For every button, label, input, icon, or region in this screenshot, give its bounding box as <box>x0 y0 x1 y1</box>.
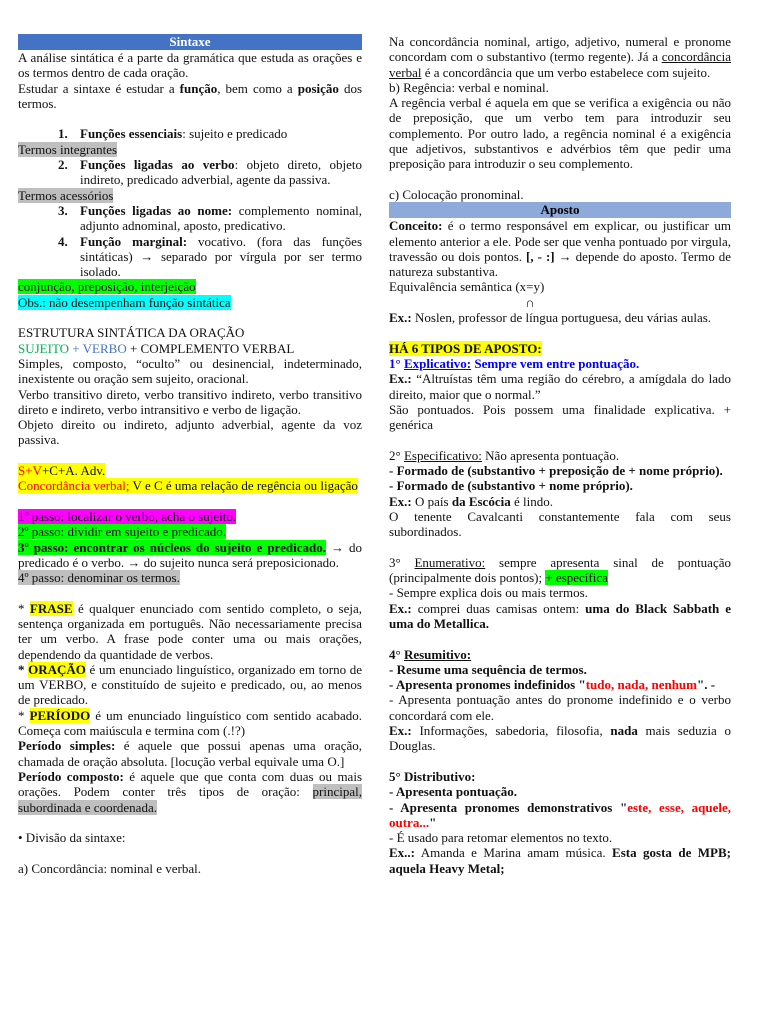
tipos-complemento: Objeto direito ou indireto, adjunto adverbial, agente da voz passiva. <box>18 417 362 448</box>
concordancia-note: Concordância verbal; V e C é uma relação de regência ou ligação <box>18 478 358 494</box>
tipo-2-example: Ex.: O país da Escócia é lindo. <box>389 493 553 509</box>
tipo-1-example: Ex.: “Altruístas têm uma região do cérebro, a amígdala do lado direito, maior que o normal.” <box>389 371 731 402</box>
tipo-2-formado-1: - Formado de (substantivo + preposição de + nome próprio). <box>389 463 723 479</box>
intro-paragraph-2: Estudar a sintaxe é estudar a função, bem como a posição dos termos. <box>18 80 362 111</box>
list-item: 1. Funções essenciais: sujeito e predicado <box>58 126 288 142</box>
regencia-heading: b) Regência: verbal e nominal. <box>389 79 549 95</box>
passo-1: 1º passo: localizar o verbo, acha o sujeito. <box>18 508 237 524</box>
divisao-sintaxe: • Divisão da sintaxe: <box>18 830 126 846</box>
tipo-5-line-1: - Apresenta pontuação. <box>389 784 517 800</box>
passo-2: 2º passo: dividir em sujeito e predicado. <box>18 524 227 540</box>
conceito-paragraph: Conceito: é o termo responsável em explicar, ou justificar um elemento anterior a ele. Pode ser que venha pontuado por virgula, travessão ou dois pontos. [, - :] → depende do aposto. Termo de natureza substantiva. <box>389 218 732 280</box>
frase-definition: * FRASE é qualquer enunciado com sentido completo, o seja, sentença organizada em português. Não necessariamente precisa ter um verbo. A frase pode conter uma ou mais orações, dependendo da quantidade de verbos. <box>18 600 363 662</box>
tipo-4-heading: 4° Resumitivo: <box>389 646 472 662</box>
tipo-5-line-3: - É usado para retomar elementos no texto. <box>389 830 613 846</box>
estrutura-formula: SUJEITO + VERBO + COMPLEMENTO VERBAL <box>18 340 295 356</box>
intro-paragraph: A análise sintática é a parte da gramática que estuda as orações e os termos dentro de cada oração. <box>18 50 362 81</box>
conjuncao-line: conjunção, preposição, interjeição <box>18 279 196 295</box>
right-column <box>389 34 731 876</box>
tipo-5-example: Ex..: Amanda e Marina amam música. Esta gosta de MPB; aquela Heavy Metal; <box>389 845 731 876</box>
tipo-1-heading: 1° Explicativo: Sempre vem entre pontuação. <box>389 355 640 371</box>
tipo-5-line-2: - Apresenta pronomes demonstrativos "este, esse, aquele, outra..." <box>389 799 731 830</box>
concordancia-paragraph: Na concordância nominal, artigo, adjetivo, numeral e pronome concordam com o substantivo (termo regente). Já a concordância verbal é a concordância que um verbo estabelece com sujeito. <box>389 34 731 80</box>
left-column <box>18 34 362 876</box>
colocacao-heading: c) Colocação pronominal. <box>389 186 524 202</box>
list-item: 4. Função marginal: vocativo. (fora das funções sintáticas) → separado por vírgula por ser termo isolado. <box>58 233 363 280</box>
tipo-3-line-2: - Sempre explica dois ou mais termos. <box>389 585 588 601</box>
tipo-2-formado-2: - Formado de (substantivo + nome próprio). <box>389 478 633 494</box>
intersection-symbol: ∩ <box>525 294 535 310</box>
aposto-example: Ex.: Noslen, professor de língua portuguesa, deu várias aulas. <box>389 310 712 326</box>
periodo-definition: * PERÍODO é um enunciado linguístico com sentido acabado. Começa com maiúscula e termina com (.!?) <box>18 707 362 739</box>
tipo-4-line-2: - Apresenta pronomes indefinidos "tudo, nada, nenhum". - <box>389 677 716 693</box>
svc-formula: S+V+C+A. Adv. <box>18 463 106 479</box>
tipo-2-heading: 2° Especificativo: Não apresenta pontuação. <box>389 447 620 463</box>
tipo-3-example: Ex.: comprei duas camisas ontem: uma do Black Sabbath e uma do Metallica. <box>389 600 731 631</box>
termos-integrantes-label: Termos integrantes <box>18 141 118 157</box>
tipo-5-heading: 5° Distributivo: <box>389 768 476 784</box>
obs-line: Obs.: não desempenham função sintática <box>18 294 231 310</box>
equivalencia-line: Equivalência semântica (x=y) <box>389 279 545 295</box>
passo-4: 4º passo: denominar os termos. <box>18 570 180 586</box>
sintaxe-title: Sintaxe <box>18 34 362 50</box>
tipos-verbo: Verbo transitivo direto, verbo transitivo indireto, verbo transitivo direto e indireto, verbo intransitivo e verbo de ligação. <box>18 386 362 417</box>
aposto-title: Aposto <box>389 202 731 218</box>
tipos-aposto-heading: HÁ 6 TIPOS DE APOSTO: <box>389 340 542 356</box>
tipo-3-heading: 3° Enumerativo: sempre apresenta sinal de pontuação (principalmente dois pontos); + específica <box>389 554 731 586</box>
termos-acessorios-label: Termos acessórios <box>18 187 114 203</box>
tipos-sujeito: Simples, composto, “oculto” ou desinencial, indeterminado, inexistente ou oração sem sujeito, oracional. <box>18 355 362 387</box>
list-item: 2. Funções ligadas ao verbo: objeto direto, objeto indireto, predicado adverbial, agente da passiva. <box>58 157 362 188</box>
oracao-definition: * ORAÇÃO é um enunciado linguístico, organizado em torno de um VERBO, e constituído de sujeito e predicado, ou, ao menos de predicado. <box>18 661 363 708</box>
tipo-4-example: Ex.: Informações, sabedoria, filosofia, nada mais seduzia o Douglas. <box>389 723 731 754</box>
tipo-1-note: São pontuados. Pois possem uma finalidade explicativa. + genérica <box>389 401 731 433</box>
periodo-simples: Período simples: é aquele que possui apenas uma oração, chamada de oração absoluta. [locução verbal equivale uma O.] <box>18 738 362 769</box>
tipo-2-example-2: O tenente Cavalcanti constantemente fala com seus subordinados. <box>389 508 731 540</box>
tipo-4-line-3: - Apresenta pontuação antes do pronome indefinido e o verbo concordará com ele. <box>389 692 731 723</box>
regencia-paragraph: A regência verbal é aquela em que se verifica a exigência ou não de preposição, que um verbo tem para introduzir seu complemento. Por outro lado, a regência nominal é a exigência que adjetivos, substantivos e advérbios têm que pedir uma preposição para introduzir o seu complemento. <box>389 95 731 172</box>
concordancia-item: a) Concordância: nominal e verbal. <box>18 860 202 876</box>
list-item: 3. Funções ligadas ao nome: complemento nominal, adjunto adnominal, aposto, predicativo. <box>58 202 362 234</box>
passo-3: 3º passo: encontrar os núcleos do sujeito e predicado. → do predicado é o verbo. → do sujeito nunca será preposicionado. <box>18 539 362 570</box>
tipo-4-line-1: - Resume uma sequência de termos. <box>389 661 587 677</box>
periodo-composto: Período composto: é aquele que que conta com duas ou mais orações. Podem conter três tipos de oração: principal, subordinada e coordenada. <box>18 768 362 815</box>
estrutura-title: ESTRUTURA SINTÁTICA DA ORAÇÃO <box>18 325 245 341</box>
